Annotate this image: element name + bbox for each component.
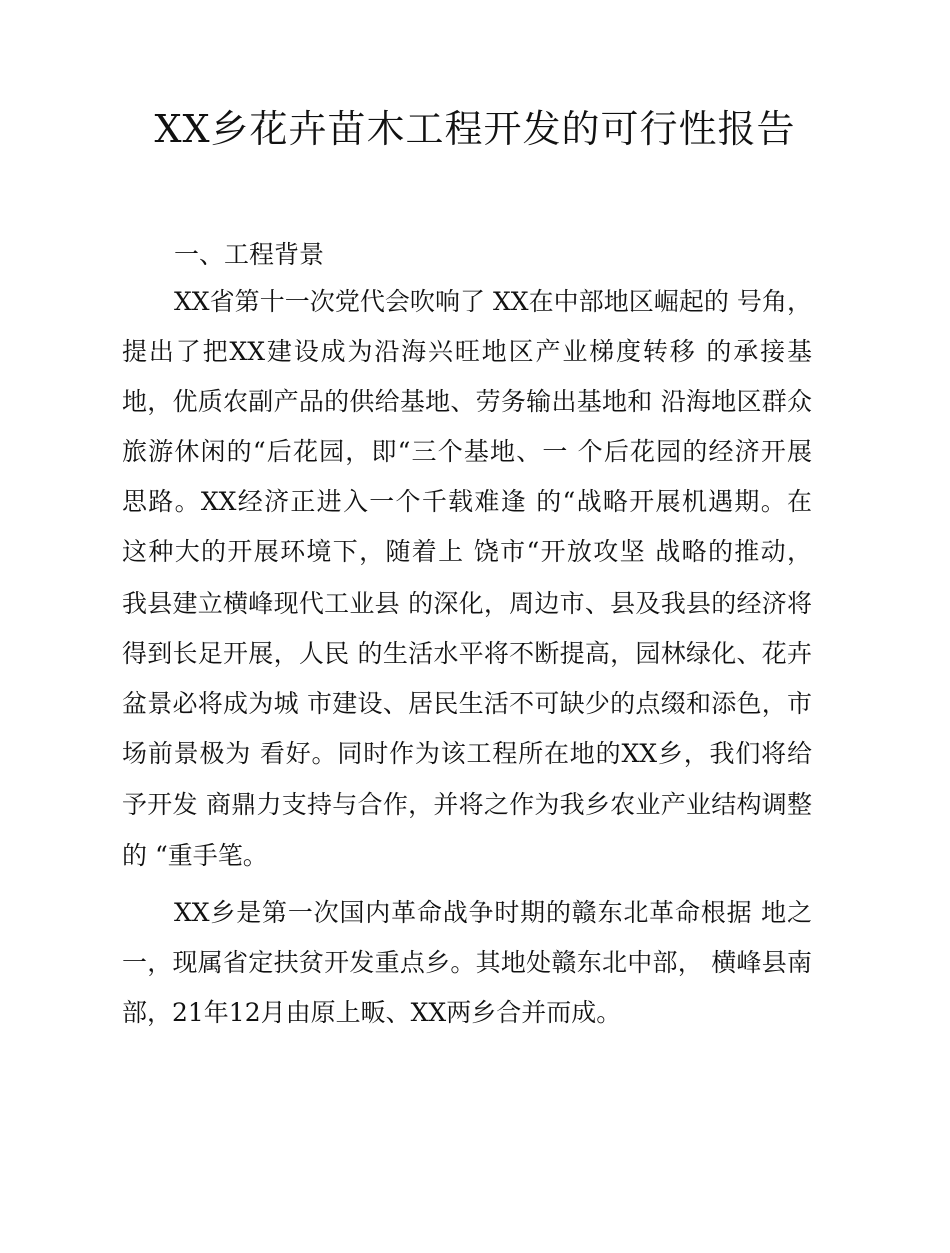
paragraph-line: 的 “重手笔。 [122,841,268,870]
document-title: XX乡花卉苗木工程开发的可行性报告 [154,107,796,151]
paragraph-line: 盆景必将成为城 市建设、居民生活不可缺少的点缀和添色，市 [122,689,812,718]
paragraph-line: 得到长足开展，人民 的生活水平将不断提高，园林绿化、花卉 [122,639,812,668]
paragraph-line: 地，优质农副产品的供给基地、劳务输出基地和 沿海地区群众 [122,387,812,416]
paragraph-line: XX乡是第一次国内革命战争时期的赣东北革命根据 地之 [174,898,812,927]
paragraph-line: 思路。XX经济正进入一个千载难逢 的“战略开展机遇期。在 [122,487,812,516]
paragraph-line: 我县建立横峰现代工业县 的深化，周边市、县及我县的经济将 [122,589,812,618]
paragraph-line: 旅游休闲的“后花园，即“三个基地、一 个后花园的经济开展 [122,437,812,466]
paragraph-line: 场前景极为 看好。同时作为该工程所在地的XX乡，我们将给 [122,739,812,768]
paragraph-line: 予开发 商鼎力支持与合作，并将之作为我乡农业产业结构调整 [122,790,812,819]
paragraph-line: XX省第十一次党代会吹响了 XX在中部地区崛起的 号角， [174,287,812,316]
paragraph-line: 这种大的开展环境下，随着上 饶市“开放攻坚 战略的推动， [122,537,812,566]
section-heading: 一、工程背景 [174,240,325,269]
paragraph-line: 部，21年12月由原上畈、XX两乡合并而成。 [122,998,622,1027]
paragraph-line: 一，现属省定扶贫开发重点乡。其地处赣东北中部， 横峰县南 [122,948,812,977]
paragraph-line: 提出了把XX建设成为沿海兴旺地区产业梯度转移 的承接基 [122,337,812,366]
